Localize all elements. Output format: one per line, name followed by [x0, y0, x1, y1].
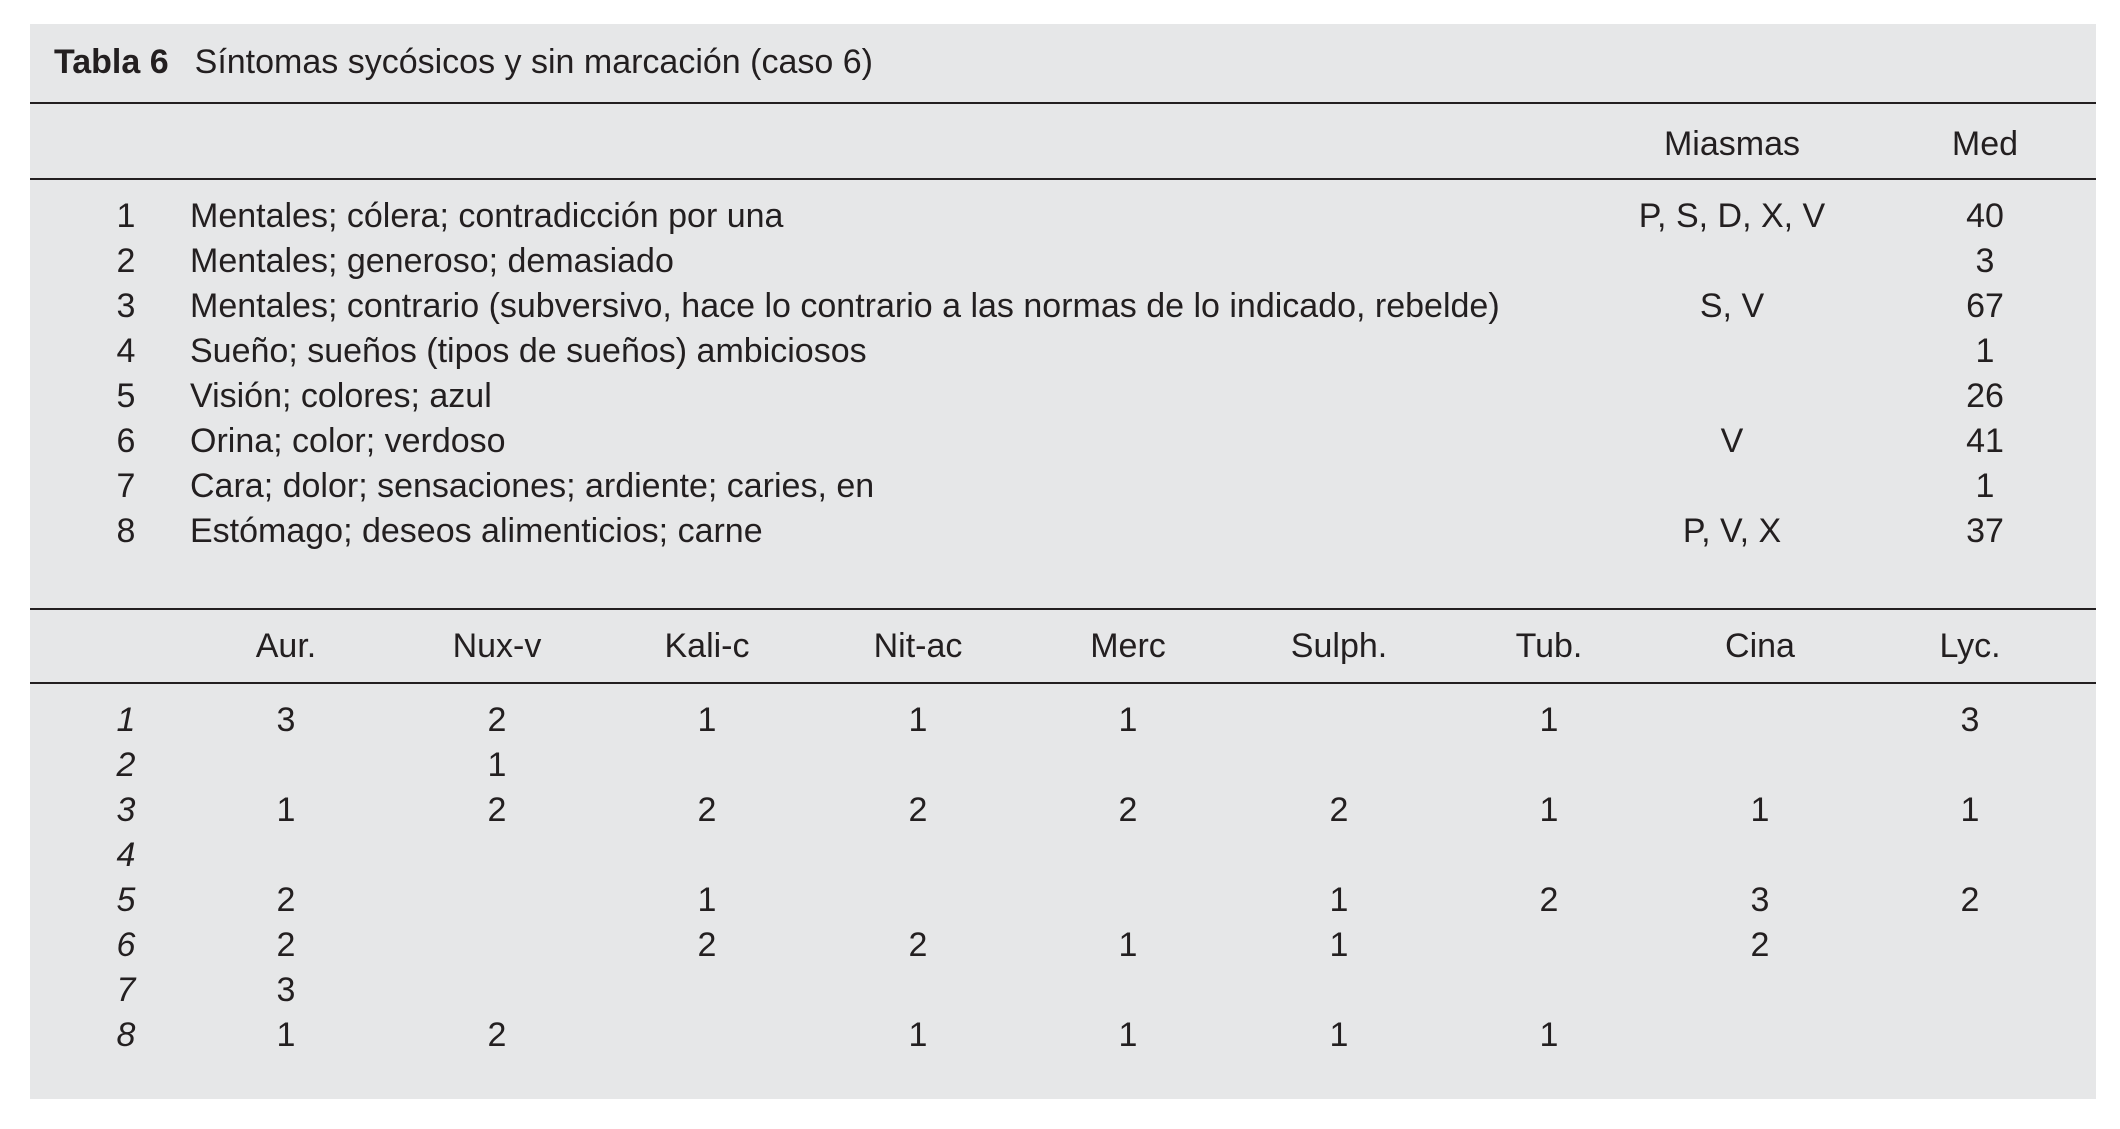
symptom-row-number: 4 — [116, 332, 136, 370]
remedy-header: Nit-ac — [873, 627, 963, 665]
symptom-miasmas: P, S, D, X, V — [1638, 197, 1826, 235]
remedy-grade-cell: 1 — [1329, 926, 1349, 964]
remedy-header: Sulph. — [1290, 627, 1388, 665]
remedy-grade-cell: 1 — [1539, 791, 1559, 829]
symptom-miasmas: P, V, X — [1682, 512, 1782, 550]
remedy-grade-cell: 2 — [1118, 791, 1138, 829]
symptom-text: Cara; dolor; sensaciones; ardiente; caries, en — [190, 467, 875, 505]
remedy-row-number: 1 — [116, 701, 136, 739]
symptom-med: 41 — [1966, 422, 2004, 460]
remedy-header: Cina — [1725, 627, 1795, 665]
symptom-text: Mentales; contrario (subversivo, hace lo contrario a las normas de lo indicado, rebelde) — [190, 287, 1500, 325]
header-med: Med — [1951, 125, 2019, 163]
remedy-grade-cell: 2 — [1539, 881, 1559, 919]
remedy-row-number: 3 — [116, 791, 136, 829]
table-title: Síntomas sycósicos y sin marcación (caso 6) — [194, 43, 873, 81]
remedy-grade-cell: 1 — [697, 701, 717, 739]
remedy-header: Nux-v — [452, 627, 542, 665]
remedy-row-number: 4 — [116, 836, 136, 874]
symptom-miasmas: S, V — [1699, 287, 1765, 325]
remedy-grade-cell: 1 — [1118, 701, 1138, 739]
remedy-grade-cell: 1 — [1539, 1016, 1559, 1054]
remedy-row-number: 7 — [116, 971, 136, 1009]
remedy-grade-cell: 1 — [1539, 701, 1559, 739]
table-label: Tabla 6 — [54, 43, 169, 81]
header-rule-1 — [30, 178, 2096, 180]
header-miasmas: Miasmas — [1663, 125, 1801, 163]
remedy-grade-cell: 2 — [1960, 881, 1980, 919]
section-rule — [30, 608, 2096, 610]
remedy-header: Tub. — [1515, 627, 1583, 665]
remedy-grade-cell: 2 — [276, 926, 296, 964]
remedy-header: Aur. — [255, 627, 317, 665]
table-panel — [30, 24, 2096, 1099]
symptom-row-number: 8 — [116, 512, 136, 550]
symptom-text: Mentales; cólera; contradicción por una — [190, 197, 784, 235]
remedy-grade-cell: 1 — [697, 881, 717, 919]
remedy-grade-cell: 1 — [908, 701, 928, 739]
remedy-header: Lyc. — [1939, 627, 2001, 665]
remedy-grade-cell: 3 — [1960, 701, 1980, 739]
remedy-grade-cell: 1 — [487, 746, 507, 784]
remedy-row-number: 5 — [116, 881, 136, 919]
remedy-header: Kali-c — [664, 627, 750, 665]
remedy-grade-cell: 1 — [908, 1016, 928, 1054]
remedy-grade-cell: 2 — [276, 881, 296, 919]
symptom-row-number: 2 — [116, 242, 136, 280]
symptom-row-number: 6 — [116, 422, 136, 460]
remedy-row-number: 8 — [116, 1016, 136, 1054]
remedy-grade-cell: 2 — [697, 791, 717, 829]
remedy-grade-cell: 2 — [908, 926, 928, 964]
symptom-text: Visión; colores; azul — [190, 377, 492, 415]
remedy-grade-cell: 1 — [1118, 926, 1138, 964]
symptom-text: Sueño; sueños (tipos de sueños) ambiciosos — [190, 332, 867, 370]
remedy-row-number: 2 — [116, 746, 136, 784]
symptom-med: 3 — [1975, 242, 1995, 280]
symptom-med: 1 — [1975, 467, 1995, 505]
symptom-text: Mentales; generoso; demasiado — [190, 242, 674, 280]
remedy-grade-cell: 3 — [276, 971, 296, 1009]
symptom-row-number: 3 — [116, 287, 136, 325]
remedy-grade-cell: 1 — [1329, 881, 1349, 919]
symptom-miasmas: V — [1720, 422, 1744, 460]
remedy-grade-cell: 2 — [697, 926, 717, 964]
symptom-med: 67 — [1966, 287, 2004, 325]
symptom-text: Orina; color; verdoso — [190, 422, 506, 460]
symptom-med: 40 — [1966, 197, 2004, 235]
remedy-grade-cell: 3 — [1750, 881, 1770, 919]
symptom-row-number: 5 — [116, 377, 136, 415]
remedy-grade-cell: 1 — [276, 1016, 296, 1054]
remedy-grade-cell: 1 — [276, 791, 296, 829]
symptom-row-number: 1 — [116, 197, 136, 235]
remedy-grade-cell: 1 — [1118, 1016, 1138, 1054]
remedy-grade-cell: 2 — [487, 791, 507, 829]
remedy-grade-cell: 1 — [1750, 791, 1770, 829]
remedy-grade-cell: 2 — [1750, 926, 1770, 964]
top-rule — [30, 102, 2096, 104]
remedy-grade-cell: 2 — [1329, 791, 1349, 829]
symptom-med: 1 — [1975, 332, 1995, 370]
table-caption — [54, 38, 873, 86]
symptom-text: Estómago; deseos alimenticios; carne — [190, 512, 763, 550]
remedy-grade-cell: 2 — [487, 701, 507, 739]
remedy-header: Merc — [1090, 627, 1166, 665]
remedy-grade-cell: 2 — [908, 791, 928, 829]
remedy-row-number: 6 — [116, 926, 136, 964]
header-rule-2 — [30, 682, 2096, 684]
remedy-grade-cell: 1 — [1329, 1016, 1349, 1054]
symptom-row-number: 7 — [116, 467, 136, 505]
symptom-med: 37 — [1966, 512, 2004, 550]
remedy-grade-cell: 1 — [1960, 791, 1980, 829]
remedy-grade-cell: 3 — [276, 701, 296, 739]
remedy-grade-cell: 2 — [487, 1016, 507, 1054]
symptom-med: 26 — [1966, 377, 2004, 415]
